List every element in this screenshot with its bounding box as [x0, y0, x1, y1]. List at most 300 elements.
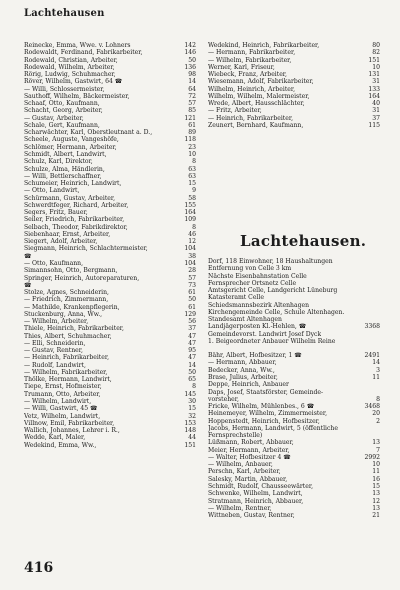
- entry-text: Hoppenstedt, Heinrich, Hofbesitzer,: [208, 417, 320, 425]
- entry-text: Dorf, 118 Einwohner, 18 Haushaltungen: [208, 258, 333, 265]
- entry-text: Vetz, Wilhelm, Landwirt,: [24, 412, 101, 420]
- directory-entry: [24, 231, 196, 238]
- entry-text: — Heinrich, Fabrikarbeiter,: [24, 354, 110, 362]
- entry-number: 12: [372, 497, 380, 505]
- directory-entry: [208, 287, 380, 294]
- entry-text: Schlömer, Hermann, Arbeiter,: [24, 143, 117, 151]
- directory-entry: [24, 383, 196, 390]
- entry-text: Katasteramt Celle: [208, 294, 264, 302]
- directory-entry: [24, 442, 196, 449]
- entry-text: Schwerdtfeger, Richard, Arbeiter,: [24, 201, 129, 209]
- directory-entry: [24, 318, 196, 325]
- entry-text: Schacht, Georg, Arbeiter,: [24, 107, 103, 115]
- directory-entry: [24, 78, 196, 85]
- directory-entry: [24, 311, 196, 318]
- entry-text: Thies, Albert, Schuhmacher,: [24, 332, 112, 340]
- entry-text: Rörig, Ludwig, Schuhmacher,: [24, 71, 116, 79]
- entry-number: 23: [188, 143, 196, 151]
- directory-entry: [208, 359, 380, 366]
- entry-number: 56: [188, 318, 196, 326]
- entry-number: 89: [188, 129, 196, 137]
- directory-entry: [208, 476, 380, 483]
- directory-entry: [24, 187, 196, 194]
- entry-number: 61: [188, 303, 196, 311]
- entry-text: — Wilhelm, Arbeiter,: [24, 318, 89, 326]
- directory-entry: [24, 86, 196, 93]
- directory-entry: [208, 425, 380, 432]
- entry-number: [378, 287, 380, 294]
- entry-number: 50: [188, 296, 196, 304]
- directory-entry: [208, 265, 380, 272]
- directory-entry: [208, 483, 380, 490]
- entry-number: 47: [188, 339, 196, 347]
- directory-entry: [208, 461, 380, 468]
- directory-entry: [208, 42, 380, 49]
- entry-text: Fricke, Wilhelm, Mühlenbes., 6 ☎: [208, 403, 315, 411]
- page-header: Lachtehausen: [24, 8, 105, 19]
- entry-text: Schale, Gert, Kaufmann,: [24, 121, 100, 129]
- entry-text: Röver, Wilhelm, Gastwirt, 64 ☎: [24, 78, 123, 86]
- entry-number: 8: [192, 223, 196, 231]
- section-title: Lachtehausen.: [240, 232, 367, 250]
- left-column: [24, 42, 196, 449]
- entry-number: 37: [372, 114, 380, 122]
- entry-text: Perschn, Karl, Arbeiter,: [208, 468, 281, 476]
- entry-text: — Otto, Kaufmann,: [24, 259, 84, 267]
- directory-entry: [24, 267, 196, 274]
- entry-text: Wrede, Albert, Hausschlächter,: [208, 100, 305, 108]
- entry-number: 85: [188, 107, 196, 115]
- entry-text: Springer, Heinrich, Autoreparaturen,: [24, 274, 140, 282]
- entry-text: Scheele, Auguste, Vangeshöfe,: [24, 136, 119, 144]
- entry-text: — Willi, Gastwirt, 45 ☎: [24, 405, 98, 413]
- entry-number: [378, 316, 380, 323]
- entry-text: Stratmann, Heinrich, Abbauer,: [208, 497, 304, 505]
- entry-number: 31: [372, 107, 380, 115]
- entry-number: 8: [192, 383, 196, 391]
- entry-text: Stolze, Agnes, Schneiderin,: [24, 289, 109, 297]
- entry-text: 1. Beigeordneter Anbauer Wilhelm Reine: [208, 337, 336, 345]
- directory-entry: [24, 115, 196, 122]
- entry-number: 104: [184, 259, 196, 267]
- entry-text: Fernsprechstelle): [208, 432, 263, 440]
- directory-entry: [208, 345, 380, 352]
- entry-number: 133: [368, 85, 380, 93]
- directory-entry: [208, 454, 380, 461]
- entry-text: Schwenke, Wilhelm, Landwirt,: [208, 490, 303, 498]
- directory-entry: [208, 331, 380, 338]
- entry-number: 7: [376, 446, 380, 454]
- page-number: 416: [24, 560, 54, 576]
- entry-number: 2491: [364, 352, 380, 360]
- directory-entry: [24, 340, 196, 347]
- directory-entry: [208, 432, 380, 439]
- directory-entry: [24, 325, 196, 332]
- entry-text: Entfernung von Celle 3 km: [208, 265, 292, 273]
- entry-number: 10: [188, 150, 196, 158]
- directory-entry: [208, 115, 380, 122]
- entry-number: 155: [184, 201, 196, 209]
- entry-number: 11: [372, 373, 380, 381]
- directory-entry: [208, 302, 380, 309]
- entry-text: Selbach, Theodor, Fabrikdirektor,: [24, 223, 128, 231]
- entry-number: 20: [372, 410, 380, 418]
- entry-text: Gemeindevorst. Landwirt Josef Dyck: [208, 330, 322, 338]
- directory-entry: [208, 498, 380, 505]
- entry-number: 40: [372, 100, 380, 108]
- entry-number: 72: [188, 92, 196, 100]
- directory-entry: [24, 333, 196, 340]
- entry-text: — Hermann, Abbauer,: [208, 359, 277, 367]
- entry-number: [378, 432, 380, 439]
- entry-text: Stuckenburg, Anna, Ww.,: [24, 310, 103, 318]
- directory-entry: [24, 144, 196, 151]
- entry-text: vorsteher,: [208, 395, 239, 403]
- entry-text: Siebenhaar, Ernst, Arbeiter,: [24, 230, 111, 238]
- entry-text: Lüßmann, Robert, Abbauer,: [208, 439, 294, 447]
- directory-entry: [24, 224, 196, 231]
- entry-number: 65: [188, 376, 196, 384]
- entry-text: Wiebeck, Franz, Arbeiter,: [208, 71, 287, 79]
- directory-entry: [24, 42, 196, 49]
- directory-entry: [24, 354, 196, 361]
- entry-number: 73: [188, 281, 196, 289]
- entry-number: 115: [368, 121, 380, 129]
- entry-text: Schmidt, Rudolf, Chausseewärter,: [208, 482, 314, 490]
- entry-number: 31: [372, 78, 380, 86]
- directory-entry: [208, 64, 380, 71]
- right-column-bottom: [208, 258, 380, 519]
- directory-entry: [208, 309, 380, 316]
- directory-entry: [208, 49, 380, 56]
- entry-number: 142: [184, 42, 196, 49]
- directory-entry: [24, 275, 196, 282]
- directory-entry: [24, 304, 196, 311]
- entry-text: Scharwächter, Karl, Oberstleutnant a. D.,: [24, 129, 153, 137]
- entry-number: 145: [184, 390, 196, 398]
- entry-text: — Gustav, Rentner,: [24, 347, 83, 355]
- directory-entry: [208, 294, 380, 301]
- directory-entry: [208, 122, 380, 129]
- entry-number: 8: [376, 395, 380, 403]
- directory-entry: [24, 180, 196, 187]
- directory-entry: [208, 316, 380, 323]
- entry-number: 8: [192, 158, 196, 166]
- directory-entry: [208, 352, 380, 359]
- entry-text: Salesky, Martin, Abbauer,: [208, 475, 288, 483]
- entry-number: 13: [372, 439, 380, 447]
- entry-text: Wallich, Johannes, Lehrer i. R.,: [24, 427, 120, 435]
- entry-text: Amtsgericht Celle, Landgericht Lüneburg: [208, 287, 338, 295]
- entry-text: Rodewald, Wilhelm, Arbeiter,: [24, 63, 115, 71]
- directory-entry: [208, 86, 380, 93]
- entry-text: Bähr, Albert, Hofbesitzer, 1 ☎: [208, 352, 302, 360]
- directory-entry: [208, 258, 380, 265]
- entry-number: 3: [376, 366, 380, 374]
- directory-entry: [208, 374, 380, 381]
- directory-entry: [24, 216, 196, 223]
- directory-entry: [24, 347, 196, 354]
- entry-number: 95: [188, 347, 196, 355]
- entry-number: [378, 258, 380, 265]
- entry-number: [378, 309, 380, 316]
- entry-number: 118: [184, 136, 196, 144]
- directory-entry: [208, 490, 380, 497]
- entry-text: Heinemeyer, Wilhelm, Zimmermeister,: [208, 410, 328, 418]
- directory-entry: [24, 238, 196, 245]
- entry-text: — Wilhelm, Fabrikarbeiter,: [208, 56, 292, 64]
- entry-number: 57: [188, 100, 196, 108]
- entry-number: 151: [368, 56, 380, 64]
- entry-number: 50: [188, 56, 196, 64]
- entry-number: 82: [372, 49, 380, 57]
- entry-text: Reinecke, Emma, Wwe. v. Lohners: [24, 42, 131, 49]
- entry-number: [378, 345, 380, 352]
- entry-text: Jacobs, Hermann, Landwirt, 5 (öffentliche: [208, 424, 338, 432]
- directory-entry: [24, 391, 196, 398]
- directory-entry: [24, 122, 196, 129]
- entry-number: [378, 381, 380, 388]
- entry-number: 32: [188, 412, 196, 420]
- entry-text: Daps, Josef, Staatsförster, Gemeinde-: [208, 388, 324, 396]
- directory-entry: [24, 296, 196, 303]
- entry-number: 12: [188, 238, 196, 246]
- entry-text: Werner, Karl, Friseur,: [208, 63, 275, 71]
- entry-text: Siegmann, Heinrich, Schlachtermeister,: [24, 245, 148, 253]
- entry-number: 80: [372, 42, 380, 49]
- directory-entry: [24, 64, 196, 71]
- entry-number: 14: [188, 361, 196, 369]
- entry-text: Bedecker, Anna, Ww.,: [208, 366, 275, 374]
- directory-entry: [208, 512, 380, 519]
- directory-entry: [208, 280, 380, 287]
- entry-text: Tiepe, Ernst, Hofmeister,: [24, 383, 102, 391]
- directory-entry: [24, 289, 196, 296]
- directory-entry: [24, 136, 196, 143]
- entry-text: Meier, Hermann, Arbeiter,: [208, 446, 290, 454]
- entry-text: Standesamt Altenhagen: [208, 316, 282, 324]
- directory-entry: [208, 403, 380, 410]
- directory-entry: [24, 413, 196, 420]
- entry-text: — Walter, Hofbesitzer 4 ☎: [208, 453, 291, 461]
- directory-entry: [208, 381, 380, 388]
- directory-entry: [24, 151, 196, 158]
- directory-entry: [24, 420, 196, 427]
- directory-entry: [24, 195, 196, 202]
- entry-number: 46: [188, 230, 196, 238]
- entry-text: Zeunert, Bernhard, Kaufmann,: [208, 121, 304, 129]
- entry-number: 38: [188, 252, 196, 260]
- entry-number: 151: [184, 441, 196, 449]
- entry-text: Wittneben, Gustav, Rentner,: [208, 512, 295, 520]
- entry-number: 14: [188, 78, 196, 86]
- directory-entry: [208, 57, 380, 64]
- entry-number: [378, 273, 380, 280]
- entry-number: 50: [188, 368, 196, 376]
- entry-number: 9: [192, 187, 196, 195]
- entry-number: 63: [188, 165, 196, 173]
- entry-text: Schaaf, Otto, Kaufmann,: [24, 100, 100, 108]
- directory-entry: [24, 362, 196, 369]
- entry-number: 64: [188, 85, 196, 93]
- entry-number: 13: [372, 504, 380, 512]
- entry-number: 121: [184, 114, 196, 122]
- directory-entry: [208, 447, 380, 454]
- directory-entry: [24, 107, 196, 114]
- entry-text: Schmidt, Albert, Landwirt,: [24, 150, 107, 158]
- entry-text: Wilhelm, Wilhelm, Malermeister,: [208, 92, 310, 100]
- entry-number: 21: [372, 512, 380, 520]
- entry-text: Schumeier, Heinrich, Landwirt,: [24, 180, 122, 188]
- entry-text: Wedekind, Heinrich, Fabrikarbeiter,: [208, 42, 320, 49]
- entry-text: Thiele, Heinrich, Fabrikarbeiter,: [24, 325, 124, 333]
- directory-entry: [24, 260, 196, 267]
- entry-number: [378, 338, 380, 345]
- directory-entry: [24, 57, 196, 64]
- entry-number: 16: [372, 475, 380, 483]
- entry-number: 104: [184, 245, 196, 253]
- entry-number: 47: [188, 354, 196, 362]
- directory-entry: [208, 505, 380, 512]
- entry-number: 30: [188, 398, 196, 406]
- entry-text: — Wilhelm, Fabrikarbeiter,: [24, 368, 108, 376]
- directory-entry: [208, 418, 380, 425]
- entry-number: 37: [188, 325, 196, 333]
- entry-text: Wiesemann, Adolf, Fabrikarbeiter,: [208, 78, 314, 86]
- entry-number: 47: [188, 332, 196, 340]
- entry-text: Fernsprecher Ortsnetz Celle: [208, 279, 297, 287]
- entry-text: Simannsohn, Otto, Bergmann,: [24, 267, 118, 275]
- entry-number: 146: [184, 49, 196, 57]
- entry-number: 148: [184, 427, 196, 435]
- entry-text: Schürmann, Gustav, Arbeiter,: [24, 194, 116, 202]
- entry-text: Wedekind, Emma, Ww.,: [24, 441, 97, 449]
- directory-entry: [24, 369, 196, 376]
- entry-number: 129: [184, 310, 196, 318]
- directory-entry: [208, 468, 380, 475]
- entry-text: Rodewaldt, Ferdinand, Fabrikarbeiter,: [24, 49, 143, 57]
- entry-number: 15: [188, 405, 196, 413]
- directory-entry: [24, 405, 196, 412]
- directory-entry: [24, 71, 196, 78]
- entry-text: Trumann, Otto, Arbeiter,: [24, 390, 101, 398]
- entry-number: [378, 280, 380, 287]
- entry-number: 14: [372, 359, 380, 367]
- directory-entry: [24, 253, 196, 260]
- entry-text: — Elli, Schneiderin,: [24, 339, 86, 347]
- directory-entry: [208, 389, 380, 396]
- directory-entry: [208, 100, 380, 107]
- right-column-top: [208, 42, 380, 129]
- entry-text: Villnow, Emil, Fabrikarbeiter,: [24, 419, 115, 427]
- directory-entry: [24, 49, 196, 56]
- directory-entry: [208, 323, 380, 330]
- directory-entry: [24, 158, 196, 165]
- entry-text: Wedde, Karl, Maler,: [24, 434, 86, 442]
- directory-entry: [208, 71, 380, 78]
- entry-text: Siegert, Adolf, Arbeiter,: [24, 238, 98, 246]
- directory-entry: [24, 93, 196, 100]
- directory-entry: [24, 202, 196, 209]
- entry-number: [378, 425, 380, 432]
- entry-text: — Gustav, Arbeiter,: [24, 114, 84, 122]
- entry-text: ☎: [24, 281, 32, 289]
- entry-text: Schulz, Karl, Direktor,: [24, 158, 93, 166]
- entry-text: Segers, Fritz, Bauer,: [24, 209, 88, 217]
- directory-entry: [208, 107, 380, 114]
- directory-entry: [208, 396, 380, 403]
- directory-entry: [24, 376, 196, 383]
- entry-text: — Willi, Bettlerschaffner,: [24, 172, 102, 180]
- entry-number: 2992: [364, 453, 380, 461]
- entry-number: 3368: [364, 323, 380, 331]
- directory-entry: [24, 282, 196, 289]
- entry-number: 131: [368, 71, 380, 79]
- entry-text: — Wilhelm, Landwirt,: [24, 398, 92, 406]
- entry-number: 61: [188, 121, 196, 129]
- entry-number: 28: [188, 267, 196, 275]
- entry-number: 2: [376, 417, 380, 425]
- entry-text: — Otto, Landwirt,: [24, 187, 80, 195]
- directory-entry: [24, 100, 196, 107]
- directory-entry: [24, 245, 196, 252]
- entry-number: [378, 331, 380, 338]
- entry-text: Brase, Julius, Arbeiter,: [208, 373, 278, 381]
- entry-text: Deppe, Heinrich, Anbauer: [208, 381, 289, 389]
- entry-text: Nächste Eisenbahnstation Celle: [208, 272, 307, 280]
- entry-number: 153: [184, 419, 196, 427]
- entry-number: [378, 265, 380, 272]
- entry-number: 136: [184, 63, 196, 71]
- entry-text: — Mathilde, Krankenpflegerin,: [24, 303, 120, 311]
- entry-number: 11: [372, 468, 380, 476]
- entry-number: 3468: [364, 403, 380, 411]
- entry-number: 10: [372, 63, 380, 71]
- directory-entry: [24, 166, 196, 173]
- entry-text: — Wilhelm, Rentner,: [208, 504, 272, 512]
- entry-number: 57: [188, 274, 196, 282]
- entry-text: Schiedsmannsbezirk Altenhagen: [208, 301, 310, 309]
- entry-text: — Rudolf, Landwirt,: [24, 361, 86, 369]
- entry-text: Wilhelm, Heinrich, Arbeiter,: [208, 85, 296, 93]
- entry-number: 109: [184, 216, 196, 224]
- entry-number: 63: [188, 172, 196, 180]
- entry-number: 44: [188, 434, 196, 442]
- entry-number: 58: [188, 194, 196, 202]
- entry-text: Kirchengemeinde Celle, Schule Altenhagen.: [208, 308, 345, 316]
- directory-entry: [208, 93, 380, 100]
- entry-text: — Fritz, Arbeiter,: [208, 107, 262, 115]
- entry-number: 15: [372, 482, 380, 490]
- entry-number: 98: [188, 71, 196, 79]
- directory-entry: [24, 129, 196, 136]
- entry-text: Schulze, Alma, Händlerin,: [24, 165, 105, 173]
- entry-text: Thölke, Hermann, Landwirt,: [24, 376, 112, 384]
- entry-text: ☎: [24, 252, 32, 260]
- entry-number: [378, 294, 380, 301]
- entry-text: — Wilhelm, Anbauer,: [208, 461, 273, 469]
- directory-entry: [208, 78, 380, 85]
- directory-entry: [208, 273, 380, 280]
- directory-entry: [208, 338, 380, 345]
- entry-number: [378, 389, 380, 396]
- entry-text: Rodewald, Christian, Arbeiter,: [24, 56, 118, 64]
- entry-text: Landjägerposten Kl.-Hehlen, ☎: [208, 323, 307, 331]
- directory-entry: [24, 427, 196, 434]
- entry-text: — Heinrich, Fabrikarbeiter,: [208, 114, 294, 122]
- entry-text: — Hermann, Fabrikarbeiter,: [208, 49, 296, 57]
- directory-entry: [24, 434, 196, 441]
